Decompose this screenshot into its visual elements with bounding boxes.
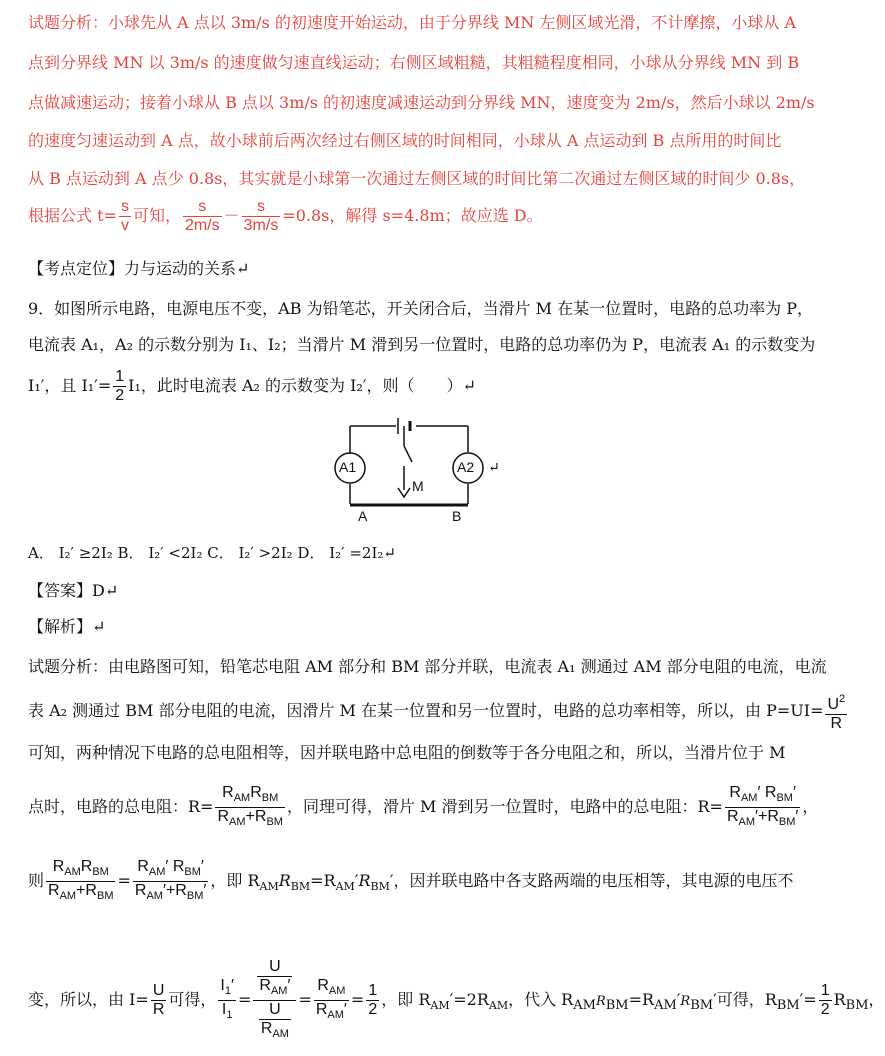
fraction-i1prime-over-i1: $\frac{I_1'}{I_1}$ <box>220 977 234 1021</box>
slider-arrow-icon <box>398 488 410 497</box>
point-a-label: A <box>358 508 368 524</box>
analysis1-line2: 点到分界线 MN 以 3m/s 的速度做匀速直线运动；右侧区域粗糙，其粗糙程度相同，小球从分界线 MN 到 B <box>28 53 800 72</box>
analysis2-line5-d: ，因并联电路中各支路两端的电压相等，其电源的电压不 <box>393 871 794 890</box>
answer-label: 【答案】D↵ <box>28 581 119 600</box>
analysis2-line6-c: ，即 R <box>381 990 431 1009</box>
analysis2-line4-c: ， <box>802 797 819 816</box>
jiexi-label: 【解析】↵ <box>28 617 106 636</box>
fraction-s-over-v: $\frac{s}{v}$ <box>120 198 129 234</box>
fraction-eq-left: $\frac{R_{AM}R_{BM}}{R_{AM}+R_{BM}}$ <box>48 858 114 902</box>
fraction-total-resistance: $\frac{R_{AM}R_{BM}}{R_{AM}+R_{BM}}$ <box>217 784 283 828</box>
analysis2-line4-a: 点时，电路的总电阻：R= <box>28 797 214 816</box>
point-b-label: B <box>452 508 462 524</box>
fraction-eq-right: $\frac{R_{AM}' R_{BM}'}{R_{AM}'+R_{BM}'}$ <box>134 858 207 902</box>
analysis2-line2 <box>28 690 849 733</box>
analysis2-line6-g: 可得，R <box>716 990 777 1009</box>
equals-sign-3: = <box>298 990 312 1009</box>
analysis2-line6-j: ， <box>868 990 885 1009</box>
fraction-u2-over-r: $\frac{U^2}{R}$ <box>825 690 847 733</box>
analysis2-line6-h: = <box>803 990 817 1009</box>
fraction-u-over-r: $\frac{U}{R}$ <box>152 982 165 1018</box>
analysis2-line6-i: R <box>833 990 846 1009</box>
slider-m-label: M <box>412 478 424 494</box>
analysis1-line4: 的速度匀速运动到 A 点，故小球前后两次经过右侧区域的时间相同，小球从 A 点运动到 B 点所用的时间比 <box>28 131 782 150</box>
analysis1-line3: 点做减速运动；接着小球从 B 点以 3m/s 的初速度减速运动到分界线 MN，速度变为 2m/s，然后小球以 2m/s <box>28 93 815 112</box>
analysis2-line5-a: 则 <box>28 871 45 890</box>
formula-result: =0.8s，解得 s=4.8m；故应选 D。 <box>282 206 543 225</box>
analysis1-line5: 从 B 点运动到 A 点少 0.8s，其实就是小球第一次通过左侧区域的时间比第二次通过左侧区域的时间少 0.8s， <box>28 169 806 188</box>
analysis1-line6 <box>28 198 543 235</box>
q9-line3-a: I₁′，且 I₁′= <box>28 376 112 395</box>
analysis2-line4-b: ，同理可得，滑片 M 滑到另一位置时，电路中的总电阻：R= <box>286 797 723 816</box>
answer-options: A． I₂′ ≥2I₂ B． I₂′ <2I₂ C． I₂′ >2I₂ D． I₂′ =2I₂↵ <box>28 544 396 562</box>
analysis1-line1: 试题分析：小球先从 A 点以 3m/s 的初速度开始运动，由于分界线 MN 左侧区域光滑，不计摩擦，小球从 A <box>28 13 797 32</box>
equals-sign-2: = <box>237 990 252 1009</box>
fraction-one-half-2: $\frac{1}{2}$ <box>368 982 378 1018</box>
fraction-total-resistance-prime: $\frac{R_{AM}' R_{BM}'}{R_{AM}'+R_{BM}'}$ <box>726 784 799 828</box>
switch-blade <box>404 446 412 462</box>
analysis2-line4 <box>28 784 818 831</box>
analysis2-line5: 则 $\frac{R_{AM}R_{BM}}{R_{AM}+R_{BM}}$ = $\frac{R_{AM}' R_{BM}'}{R_{AM}'+R_{BM}'}$ ，即 $R_{AM}R_{BM}=R_{AM}'R_{BM}'$，因并联电路中各支路两端的电压相等，其电源的电压不 <box>28 858 794 905</box>
analysis2-line6: 变，所以，由 I= $\frac{U}{R}$ 可得， $\frac{I_1'}{I_1}$ = $\frac{\frac{U}{R_{AM}'}}{\frac{U}{R_{AM}}}$ = $\frac{R_{AM}}{R_{AM}'}$ = $\frac{1}{2}$ ，即 $R_{AM}'=2R_{AM}$，代入 $R_{AM}R_{BM}=R_{AM}'R_{BM}'$可得，$R_{BM}'=$ $\frac{1}{2}$ $R_{BM}$， <box>28 958 885 1043</box>
analysis2-line6-e: ，代入 R <box>508 990 574 1009</box>
fraction-s-over-2ms: $\frac{s}{2m/s}$ <box>184 198 220 234</box>
q9-line2: 电流表 A₁，A₂ 的示数分别为 I₁、I₂；当滑片 M 滑到另一位置时，电路的总功率仍为 P，电流表 A₁ 的示数变为 <box>28 335 816 354</box>
equals-sign: = <box>117 871 131 890</box>
analysis2-line6-f: =R <box>628 990 655 1009</box>
analysis2-line6-b: 可得， <box>168 990 217 1009</box>
analysis2-line5-b: ，即 R <box>210 871 260 890</box>
minus-sign: － <box>223 206 240 225</box>
ammeter-a2-label: A2 <box>457 459 475 475</box>
ammeter-a1-label: A1 <box>339 459 357 475</box>
analysis2-line1: 试题分析：由电路图可知，铅笔芯电阻 AM 部分和 BM 部分并联，电流表 A₁ 测通过 AM 部分电阻的电流，电流 <box>28 657 827 676</box>
kaodian-label: 【考点定位】力与运动的关系↵ <box>28 259 250 278</box>
fraction-one-half-3: $\frac{1}{2}$ <box>820 982 830 1018</box>
q9-line1: 9．如图所示电路，电源电压不变，AB 为铅笔芯，开关闭合后，当滑片 M 在某一位置时，电路的总功率为 P， <box>28 299 813 318</box>
return-mark: ↵ <box>488 460 500 476</box>
fraction-ram-ratio: $\frac{R_{AM}}{R_{AM}'}$ <box>315 977 347 1021</box>
analysis2-line6-a: 变，所以，由 I= <box>28 990 149 1009</box>
q9-line3-b: I₁，此时电流表 A₂ 的示数变为 I₂′，则（ ）↵ <box>128 376 476 395</box>
analysis2-line2-a: 表 A₂ 测通过 BM 部分电阻的电流，因滑片 M 在某一位置和另一位置时，电路的总功率相等，所以，由 P=UI= <box>28 701 824 720</box>
formula-text: 可知， <box>132 206 181 225</box>
analysis2-line6-d: =2R <box>453 990 489 1009</box>
q9-line3 <box>28 368 476 405</box>
fraction-s-over-3ms: $\frac{s}{3m/s}$ <box>243 198 279 234</box>
equals-sign-4: = <box>350 990 365 1009</box>
analysis2-line3: 可知，两种情况下电路的总电阻相等，因并联电路中总电阻的倒数等于各分电阻之和，所以，当滑片位于 M <box>28 743 786 762</box>
fraction-compound: $\frac{\frac{U}{R_{AM}'}}{\frac{U}{R_{AM}}}$ <box>253 958 296 1043</box>
formula-intro: 根据公式 t= <box>28 206 117 225</box>
analysis2-line5-c: =R <box>310 871 336 890</box>
fraction-one-half: $\frac{1}{2}$ <box>115 368 125 404</box>
